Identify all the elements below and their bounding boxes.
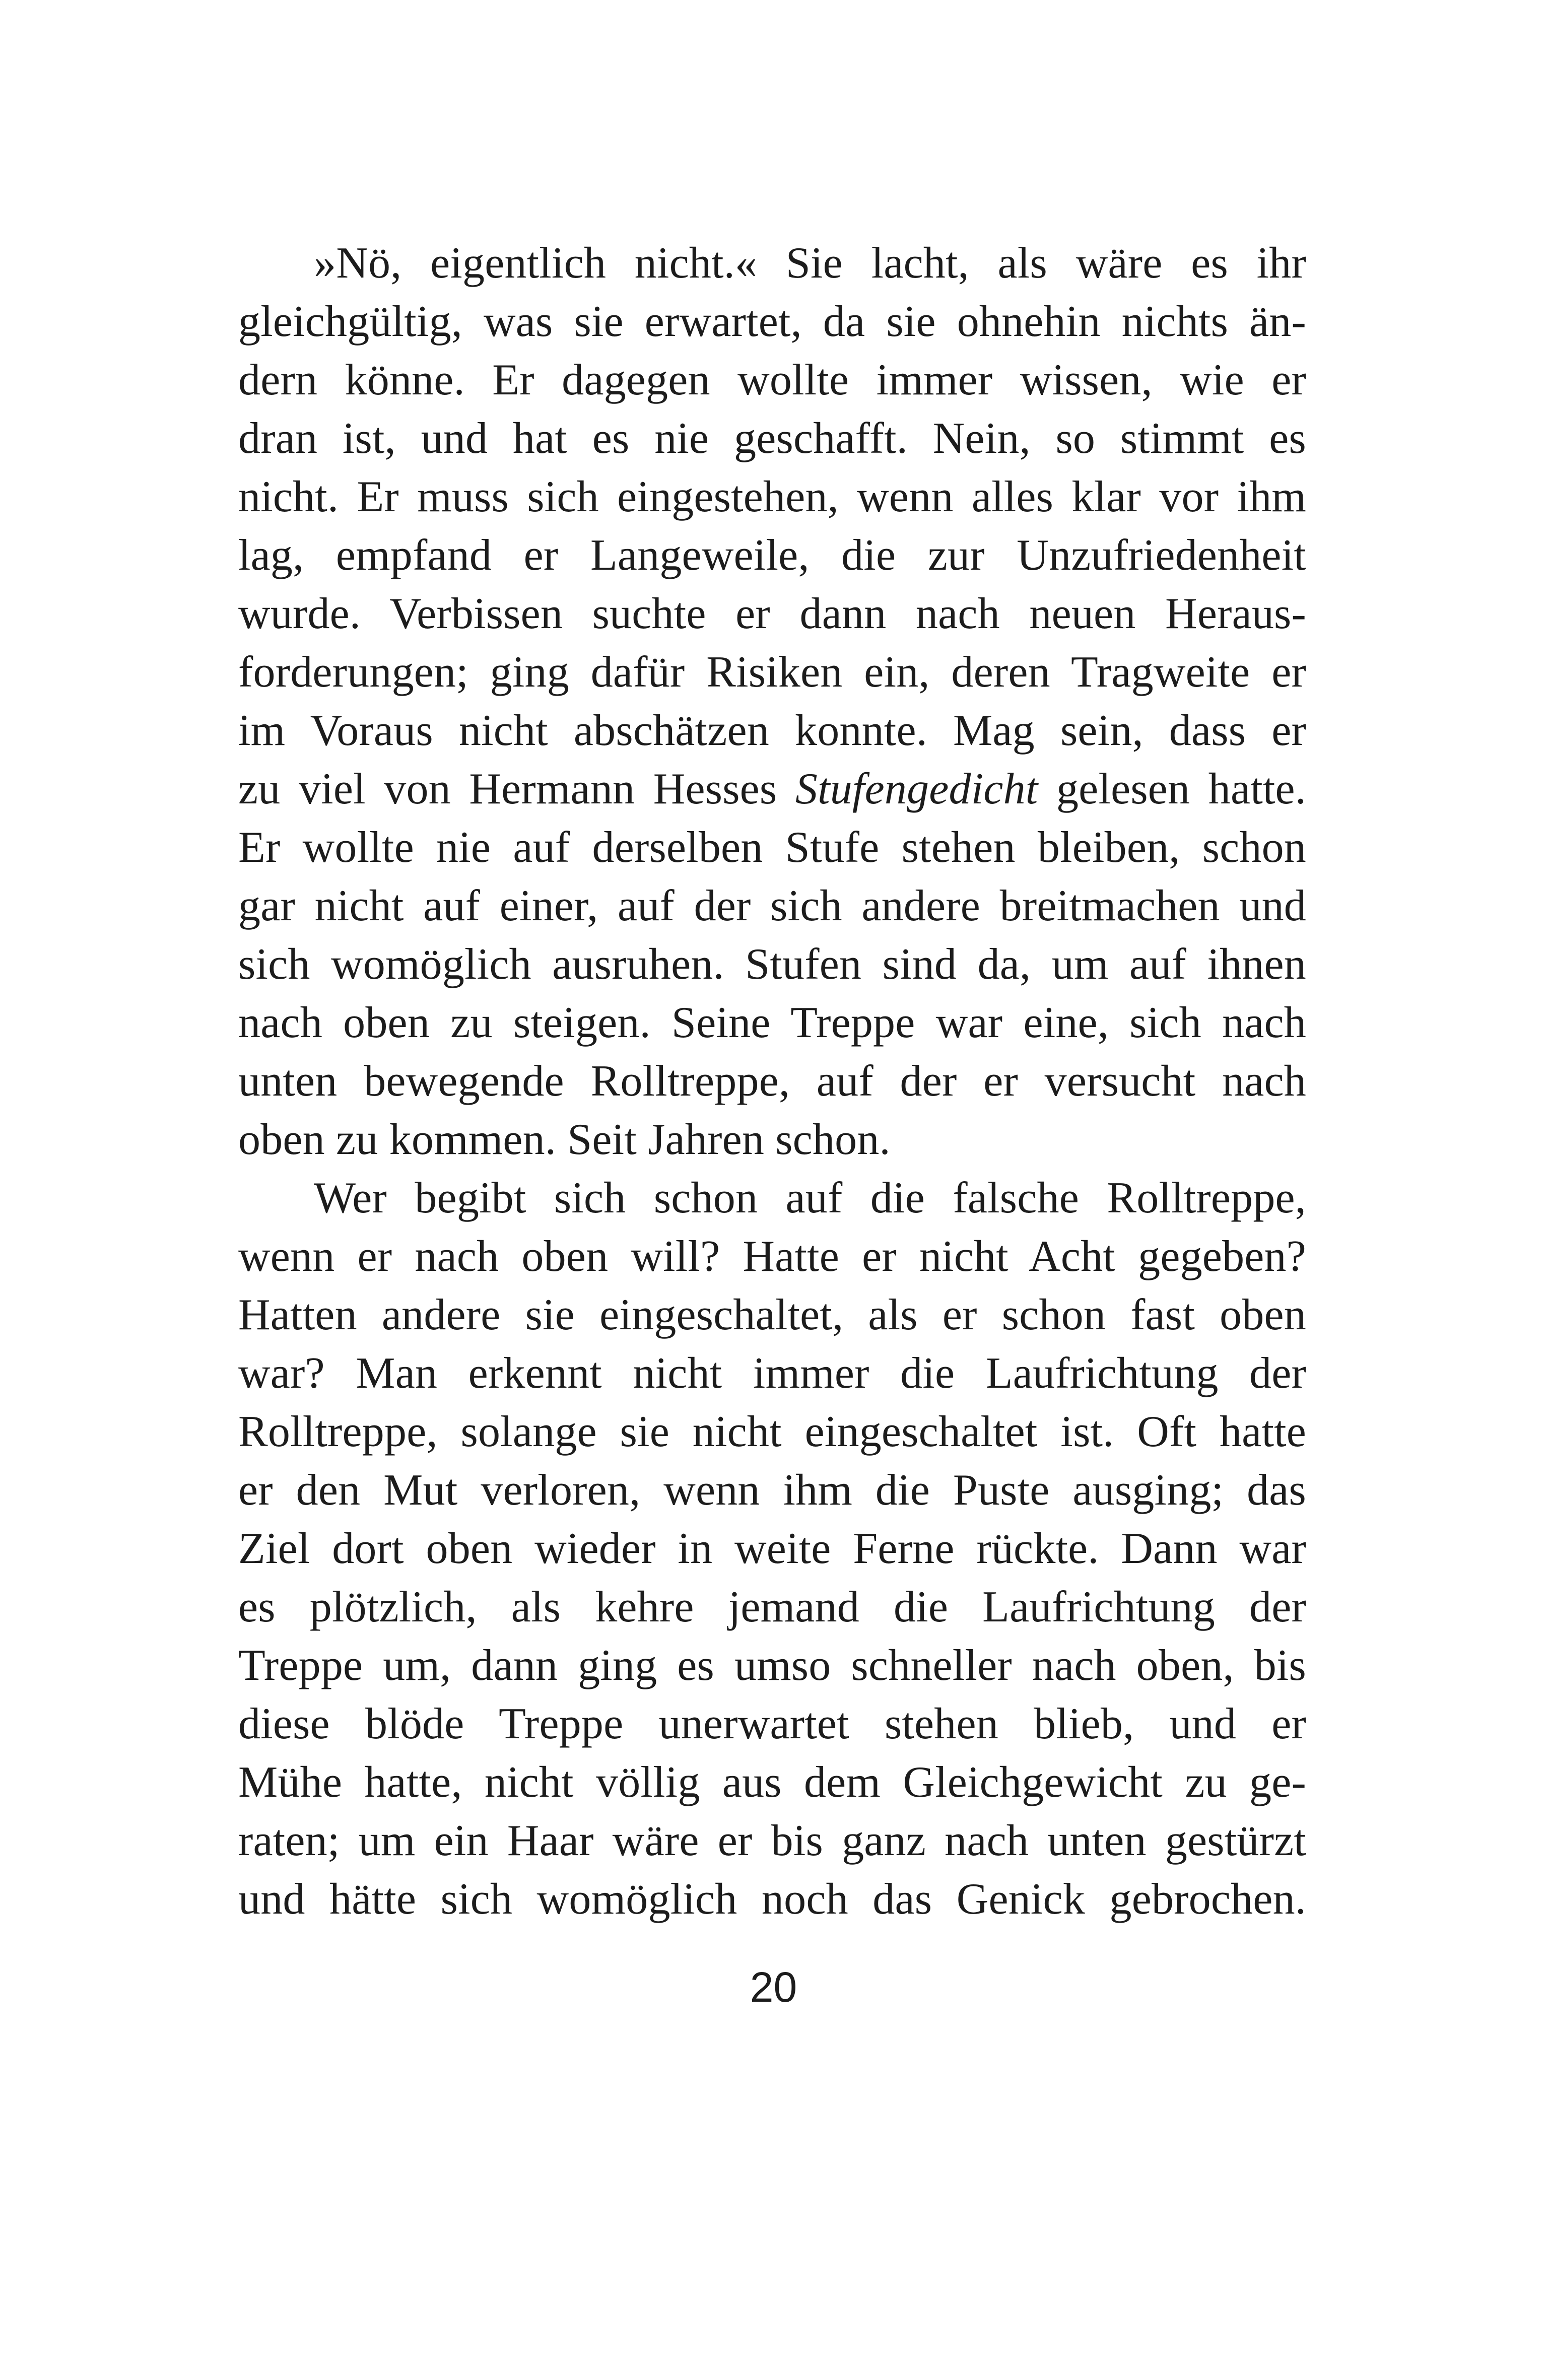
text-line: nicht. Er muss sich eingestehen, wenn alles klar vor ihm: [238, 472, 1306, 521]
text-line: forderungen; ging dafür Risiken ein, deren Tragweite er: [238, 648, 1306, 697]
text-line: gleichgültig, was sie erwartet, da sie ohnehin nichts än-: [238, 297, 1306, 346]
text-line: wurde. Verbissen suchte er dann nach neuen Heraus-: [238, 589, 1306, 638]
text-line: Er wollte nie auf derselben Stufe stehen bleiben, schon: [238, 823, 1306, 872]
text-line: es plötzlich, als kehre jemand die Laufrichtung der: [238, 1583, 1306, 1631]
text-line: »Nö, eigentlich nicht.« Sie lacht, als wäre es ihr: [314, 239, 1306, 288]
text-line: Rolltreppe, solange sie nicht eingeschaltet ist. Oft hatte: [238, 1407, 1306, 1456]
text-line: gar nicht auf einer, auf der sich andere breitmachen und: [238, 881, 1306, 930]
text-line: unten bewegende Rolltreppe, auf der er versucht nach: [238, 1057, 1306, 1106]
text-line: lag, empfand er Langeweile, die zur Unzufriedenheit: [238, 531, 1306, 580]
text-segment: gelesen hatte.: [1038, 765, 1306, 813]
text-line: diese blöde Treppe unerwartet stehen blieb, und er: [238, 1699, 1306, 1748]
paragraph-1: [238, 234, 1306, 1169]
text-line: Treppe um, dann ging es umso schneller nach oben, bis: [238, 1641, 1306, 1690]
text-line: er den Mut verloren, wenn ihm die Puste ausging; das: [238, 1466, 1306, 1515]
paragraph-2: [238, 1169, 1306, 1929]
text-line: war? Man erkennt nicht immer die Laufrichtung der: [238, 1349, 1306, 1398]
text-line: Mühe hatte, nicht völlig aus dem Gleichgewicht zu ge-: [238, 1758, 1306, 1807]
text-line: im Voraus nicht abschätzen konnte. Mag sein, dass er: [238, 706, 1306, 755]
text-line: sich womöglich ausruhen. Stufen sind da, um auf ihnen: [238, 940, 1306, 989]
page-number: 20: [750, 1963, 797, 2011]
text-line: Hatten andere sie eingeschaltet, als er schon fast oben: [238, 1290, 1306, 1339]
text-line: Wer begibt sich schon auf die falsche Rolltreppe,: [314, 1174, 1306, 1222]
text-line: nach oben zu steigen. Seine Treppe war eine, sich nach: [238, 998, 1306, 1047]
text-line: raten; um ein Haar wäre er bis ganz nach unten gestürzt: [238, 1816, 1306, 1865]
text-line: dern könne. Er dagegen wollte immer wissen, wie er: [238, 356, 1306, 404]
italic-title: Stufengedicht: [795, 765, 1038, 813]
text-line: Ziel dort oben wieder in weite Ferne rückte. Dann war: [238, 1524, 1306, 1573]
text-line-with-italic: [238, 760, 1306, 819]
body-text: [238, 234, 1306, 1929]
text-segment: zu viel von Hermann Hesses: [238, 765, 795, 813]
text-line: und hätte sich womöglich noch das Genick gebrochen.: [238, 1875, 1306, 1924]
text-line: oben zu kommen. Seit Jahren schon.: [238, 1115, 891, 1164]
text-line: wenn er nach oben will? Hatte er nicht Acht gegeben?: [238, 1232, 1306, 1281]
text-line: dran ist, und hat es nie geschafft. Nein, so stimmt es: [238, 414, 1306, 463]
